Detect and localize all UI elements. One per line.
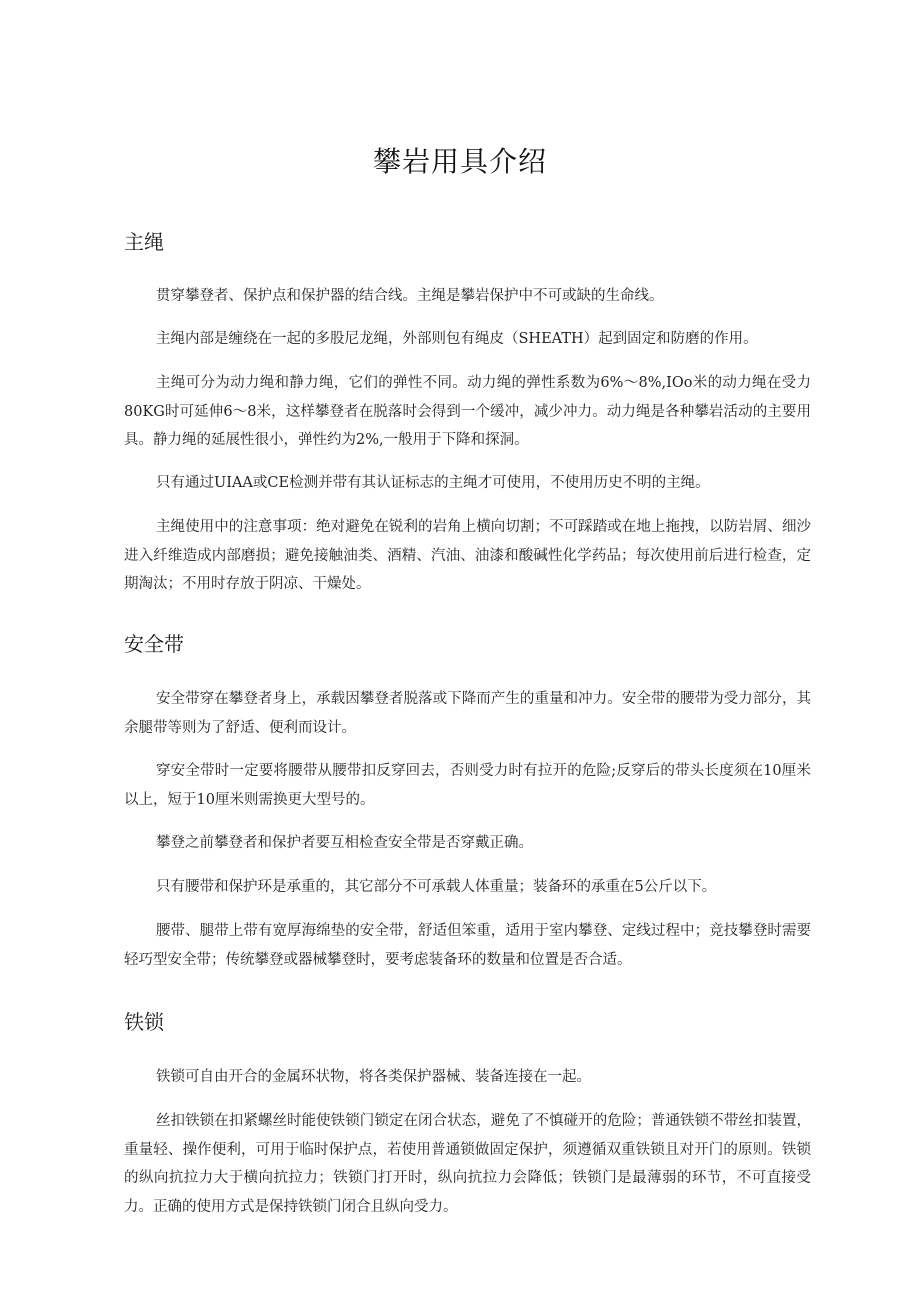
paragraph: 铁锁可自由开合的金属环状物，将各类保护器械、装备连接在一起。 — [156, 1069, 591, 1085]
paragraph: 安全带穿在攀登者身上，承载因攀登者脱落或下降而产生的重量和冲力。安全带的腰带为受力部分，其余腿带等则为了舒适、便利而设计。 — [124, 691, 811, 736]
paragraph: 穿安全带时一定要将腰带从腰带扣反穿回去，否则受力时有拉开的危险;反穿后的带头长度须在10厘米以上，短于10厘米则需换更大型号的。 — [124, 763, 811, 808]
section-heading-main-rope: 主绳 — [124, 230, 164, 254]
paragraph: 主绳使用中的注意事项：绝对避免在锐利的岩角上横向切割；不可踩踏或在地上拖拽，以防岩屑、细沙进入纤维造成内部磨损；避免接触油类、酒精、汽油、油漆和酸碱性化学药品；每次使用前后进行检查，定期淘汰；不用时存放于阴凉、干燥处。 — [124, 519, 811, 592]
paragraph: 丝扣铁锁在扣紧螺丝时能使铁锁门锁定在闭合状态，避免了不慎碰开的危险；普通铁锁不带丝扣装置，重量轻、操作便利，可用于临时保护点，若使用普通锁做固定保护，须遵循双重铁锁且对开门的原则。铁锁的纵向抗拉力大于横向抗拉力；铁锁门打开时，纵向抗拉力会降低；铁锁门是最薄弱的环节，不可直接受力。正确的使用方式是保持铁锁门闭合且纵向受力。 — [124, 1113, 811, 1215]
section-heading-harness: 安全带 — [124, 632, 184, 656]
paragraph: 腰带、腿带上带有宽厚海绵垫的安全带，舒适但笨重，适用于室内攀登、定线过程中；竞技攀登时需要轻巧型安全带；传统攀登或器械攀登时，要考虑装备环的数量和位置是否合适。 — [124, 923, 811, 968]
document-title: 攀岩用具介绍 — [372, 145, 547, 178]
paragraph: 主绳内部是缠绕在一起的多股尼龙绳，外部则包有绳皮（SHEATH）起到固定和防磨的作用。 — [156, 331, 758, 347]
paragraph: 主绳可分为动力绳和静力绳，它们的弹性不同。动力绳的弹性系数为6%～8%,IOo米的动力绳在受力80KG时可延伸6～8米，这样攀登者在脱落时会得到一个缓冲，减少冲力。动力绳是各种攀岩活动的主要用具。静力绳的延展性很小，弹性约为2%,一般用于下降和探洞。 — [124, 375, 811, 448]
paragraph: 贯穿攀登者、保护点和保护器的结合线。主绳是攀岩保护中不可或缺的生命线。 — [156, 288, 664, 304]
paragraph: 只有通过UIAA或CE检测并带有其认证标志的主绳才可使用，不使用历史不明的主绳。 — [156, 475, 710, 491]
section-heading-carabiner: 铁锁 — [124, 1010, 164, 1034]
paragraph: 只有腰带和保护环是承重的，其它部分不可承载人体重量；装备环的承重在5公斤以下。 — [156, 879, 717, 895]
paragraph: 攀登之前攀登者和保护者要互相检查安全带是否穿戴正确。 — [156, 835, 533, 851]
